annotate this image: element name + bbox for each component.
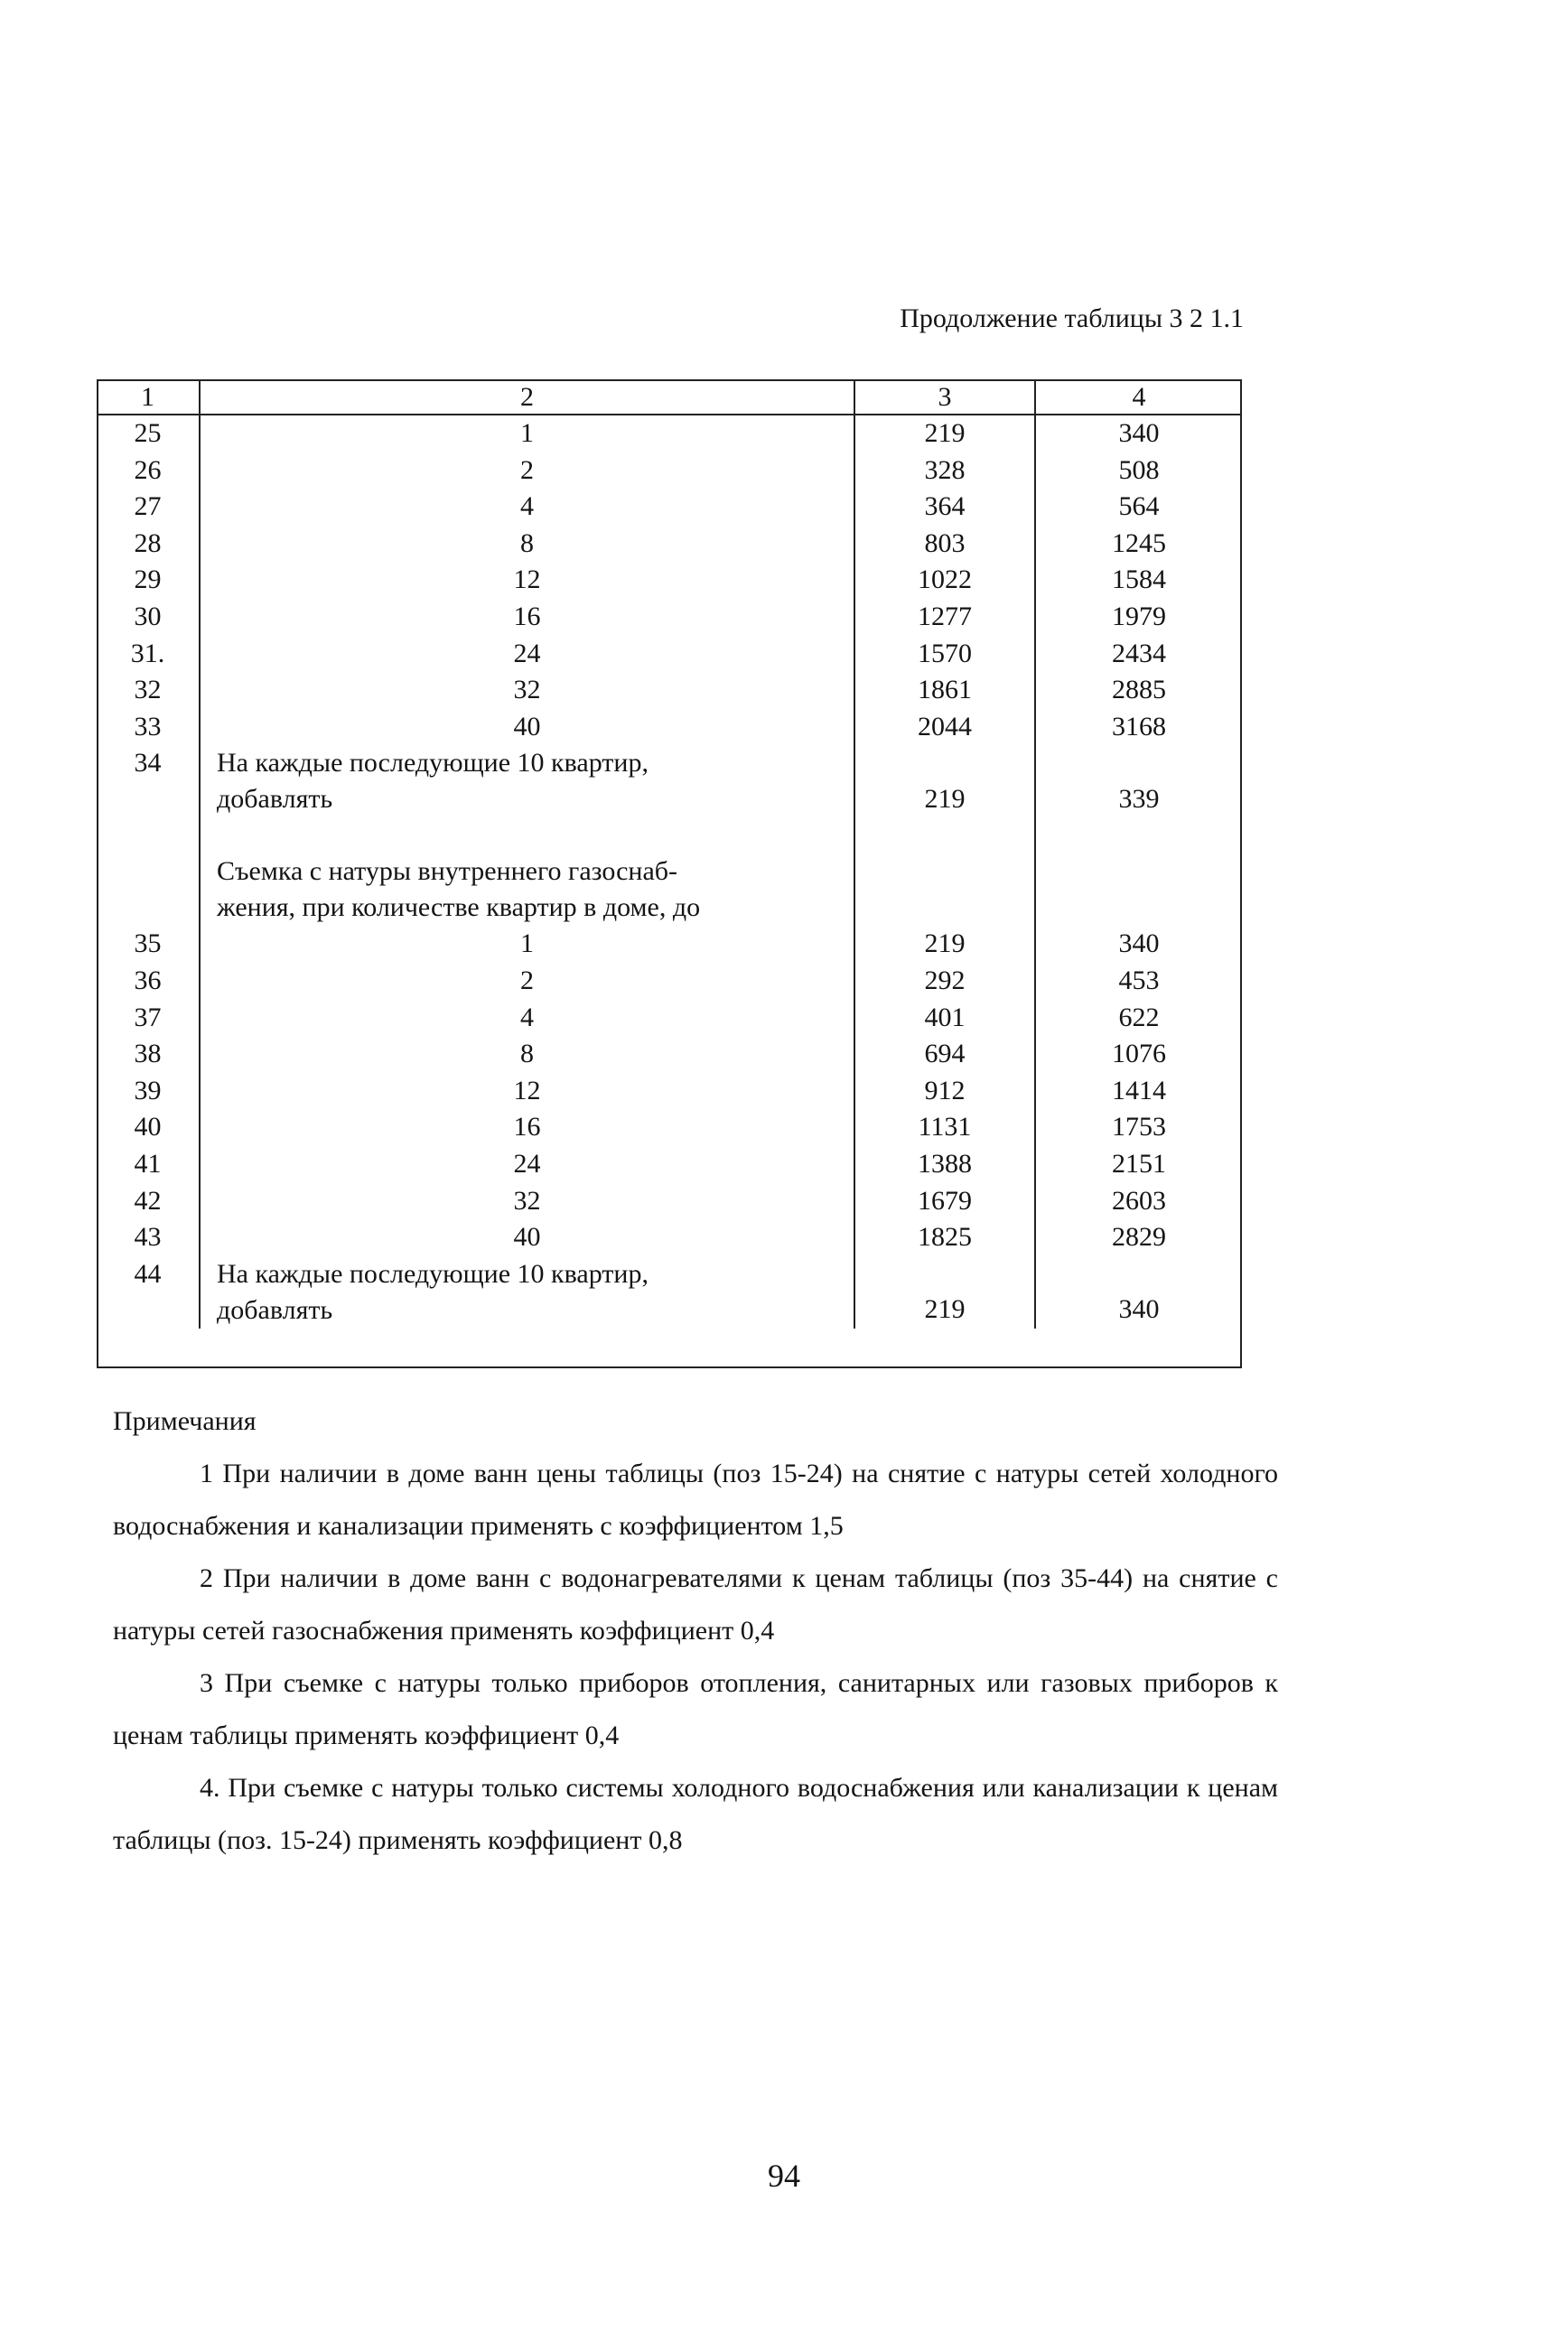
price-col-3: 1825 [854, 1219, 1035, 1256]
section-heading-row [97, 817, 1242, 926]
apartment-count: 4 [200, 489, 854, 526]
price-col-3: 219 [854, 415, 1035, 452]
row-number: 41 [134, 1148, 162, 1179]
price-col-4: 2829 [1035, 1219, 1242, 1256]
note-item: 4. При съемке с натуры только системы холодного водоснабжения или канализации к ценам таблицы (поз. 15-24) применять коэффициент 0,8 [113, 1773, 1278, 1855]
apartment-count: 12 [200, 1073, 854, 1110]
table-row [97, 562, 1242, 599]
notes-title: Примечания [113, 1406, 257, 1436]
row-number: 44 [134, 1258, 162, 1289]
price-col-4: 3168 [1035, 709, 1242, 746]
header-col-4: 4 [1035, 380, 1242, 415]
header-col-1: 1 [97, 380, 200, 415]
apartment-count: 32 [200, 672, 854, 709]
price-col-4: 1584 [1035, 562, 1242, 599]
section-heading [200, 817, 854, 926]
apartment-count: 8 [200, 526, 854, 563]
apartment-count: 40 [200, 1219, 854, 1256]
apartment-count: 24 [200, 636, 854, 673]
price-col-4: 1245 [1035, 526, 1242, 563]
row-number: 34 [134, 748, 162, 779]
row-number: 31. [130, 638, 165, 668]
price-col-3: 219 [854, 745, 1035, 817]
row-description-line: добавлять [217, 784, 333, 815]
price-col-4: 1979 [1035, 599, 1242, 636]
table-header-row [97, 380, 1242, 415]
table-row [97, 1146, 1242, 1183]
row-number: 29 [134, 564, 162, 595]
table-row [97, 599, 1242, 636]
price-col-3: 1679 [854, 1183, 1035, 1220]
table-row [97, 452, 1242, 490]
price-col-3: 1388 [854, 1146, 1035, 1183]
row-description [200, 745, 854, 817]
price-col-4 [1035, 817, 1242, 926]
price-col-3: 219 [854, 926, 1035, 963]
price-col-4: 1753 [1035, 1109, 1242, 1146]
price-col-4: 453 [1035, 963, 1242, 1000]
apartment-count: 8 [200, 1036, 854, 1073]
row-number: 32 [134, 675, 162, 705]
row-number: 38 [134, 1039, 162, 1069]
price-col-3: 912 [854, 1073, 1035, 1110]
price-col-3: 1277 [854, 599, 1035, 636]
row-number: 43 [134, 1222, 162, 1253]
price-col-4: 340 [1035, 415, 1242, 452]
price-col-3 [854, 817, 1035, 926]
apartment-count: 32 [200, 1183, 854, 1220]
price-col-3: 803 [854, 526, 1035, 563]
row-description-line: добавлять [217, 1294, 333, 1325]
apartment-count: 24 [200, 1146, 854, 1183]
row-description-line: На каждые последующие 10 квартир, [217, 748, 649, 779]
table-row [97, 963, 1242, 1000]
row-number [97, 817, 200, 926]
price-col-4: 1414 [1035, 1073, 1242, 1110]
apartment-count: 40 [200, 709, 854, 746]
row-number: 40 [134, 1112, 162, 1143]
header-col-2: 2 [200, 380, 854, 415]
table-row [97, 1000, 1242, 1037]
price-col-3: 328 [854, 452, 1035, 490]
table-row [97, 1183, 1242, 1220]
price-col-4: 1076 [1035, 1036, 1242, 1073]
notes-section [113, 1395, 1278, 1867]
table-row [97, 672, 1242, 709]
price-col-3: 1131 [854, 1109, 1035, 1146]
spacer [217, 817, 854, 853]
page-number: 94 [768, 2158, 800, 2194]
price-col-4: 2434 [1035, 636, 1242, 673]
row-number: 25 [134, 418, 162, 448]
table-row [97, 1109, 1242, 1146]
row-number: 33 [134, 711, 162, 741]
table-caption: Продолжение таблицы 3 2 1.1 [900, 303, 1244, 333]
row-number: 35 [134, 928, 162, 959]
table-row [97, 636, 1242, 673]
apartment-count: 2 [200, 963, 854, 1000]
price-col-4: 340 [1035, 1256, 1242, 1329]
table-row [97, 926, 1242, 963]
price-col-4: 2603 [1035, 1183, 1242, 1220]
table-row [97, 526, 1242, 563]
row-number: 39 [134, 1075, 162, 1105]
table-row [97, 415, 1242, 452]
apartment-count: 4 [200, 1000, 854, 1037]
table-row-44 [97, 1256, 1242, 1329]
apartment-count: 16 [200, 599, 854, 636]
price-col-4: 564 [1035, 489, 1242, 526]
price-col-3: 694 [854, 1036, 1035, 1073]
apartment-count: 12 [200, 562, 854, 599]
row-number: 28 [134, 527, 162, 558]
price-col-4: 2151 [1035, 1146, 1242, 1183]
section-heading-line: жения, при количестве квартир в доме, до [217, 892, 701, 923]
price-col-3: 401 [854, 1000, 1035, 1037]
row-number: 36 [134, 965, 162, 995]
note-item: 2 При наличии в доме ванн с водонагревателями к ценам таблицы (поз 35-44) на снятие с натуры сетей газоснабжения применять коэффициент 0,4 [113, 1563, 1278, 1646]
price-col-4: 622 [1035, 1000, 1242, 1037]
price-col-3: 219 [854, 1256, 1035, 1329]
row-number: 42 [134, 1185, 162, 1216]
note-item: 3 При съемке с натуры только приборов отопления, санитарных или газовых приборов к ценам таблицы применять коэффициент 0,4 [113, 1668, 1278, 1750]
row-number: 26 [134, 454, 162, 485]
apartment-count: 1 [200, 415, 854, 452]
apartment-count: 2 [200, 452, 854, 490]
price-col-4: 2885 [1035, 672, 1242, 709]
price-col-3: 1861 [854, 672, 1035, 709]
apartment-count: 16 [200, 1109, 854, 1146]
price-col-3: 1022 [854, 562, 1035, 599]
table-row [97, 1036, 1242, 1073]
row-number: 27 [134, 491, 162, 522]
price-col-4: 508 [1035, 452, 1242, 490]
table-row [97, 489, 1242, 526]
price-col-4: 339 [1035, 745, 1242, 817]
table-row [97, 709, 1242, 746]
price-col-3: 292 [854, 963, 1035, 1000]
table-row [97, 1073, 1242, 1110]
section-heading-line: Съемка с натуры внутреннего газоснаб- [217, 856, 678, 887]
apartment-count: 1 [200, 926, 854, 963]
price-col-4: 340 [1035, 926, 1242, 963]
price-col-3: 1570 [854, 636, 1035, 673]
row-number: 37 [134, 1002, 162, 1032]
table-row [97, 1219, 1242, 1256]
price-col-3: 364 [854, 489, 1035, 526]
note-item: 1 При наличии в доме ванн цены таблицы (поз 15-24) на снятие с натуры сетей холодного водоснабжения и канализации применять с коэффициентом 1,5 [113, 1459, 1278, 1541]
row-number: 30 [134, 601, 162, 631]
price-table [97, 379, 1242, 1329]
row-description [200, 1256, 854, 1329]
price-col-3: 2044 [854, 709, 1035, 746]
row-description-line: На каждые последующие 10 квартир, [217, 1258, 649, 1289]
header-col-3: 3 [854, 380, 1035, 415]
table-row-34 [97, 745, 1242, 817]
